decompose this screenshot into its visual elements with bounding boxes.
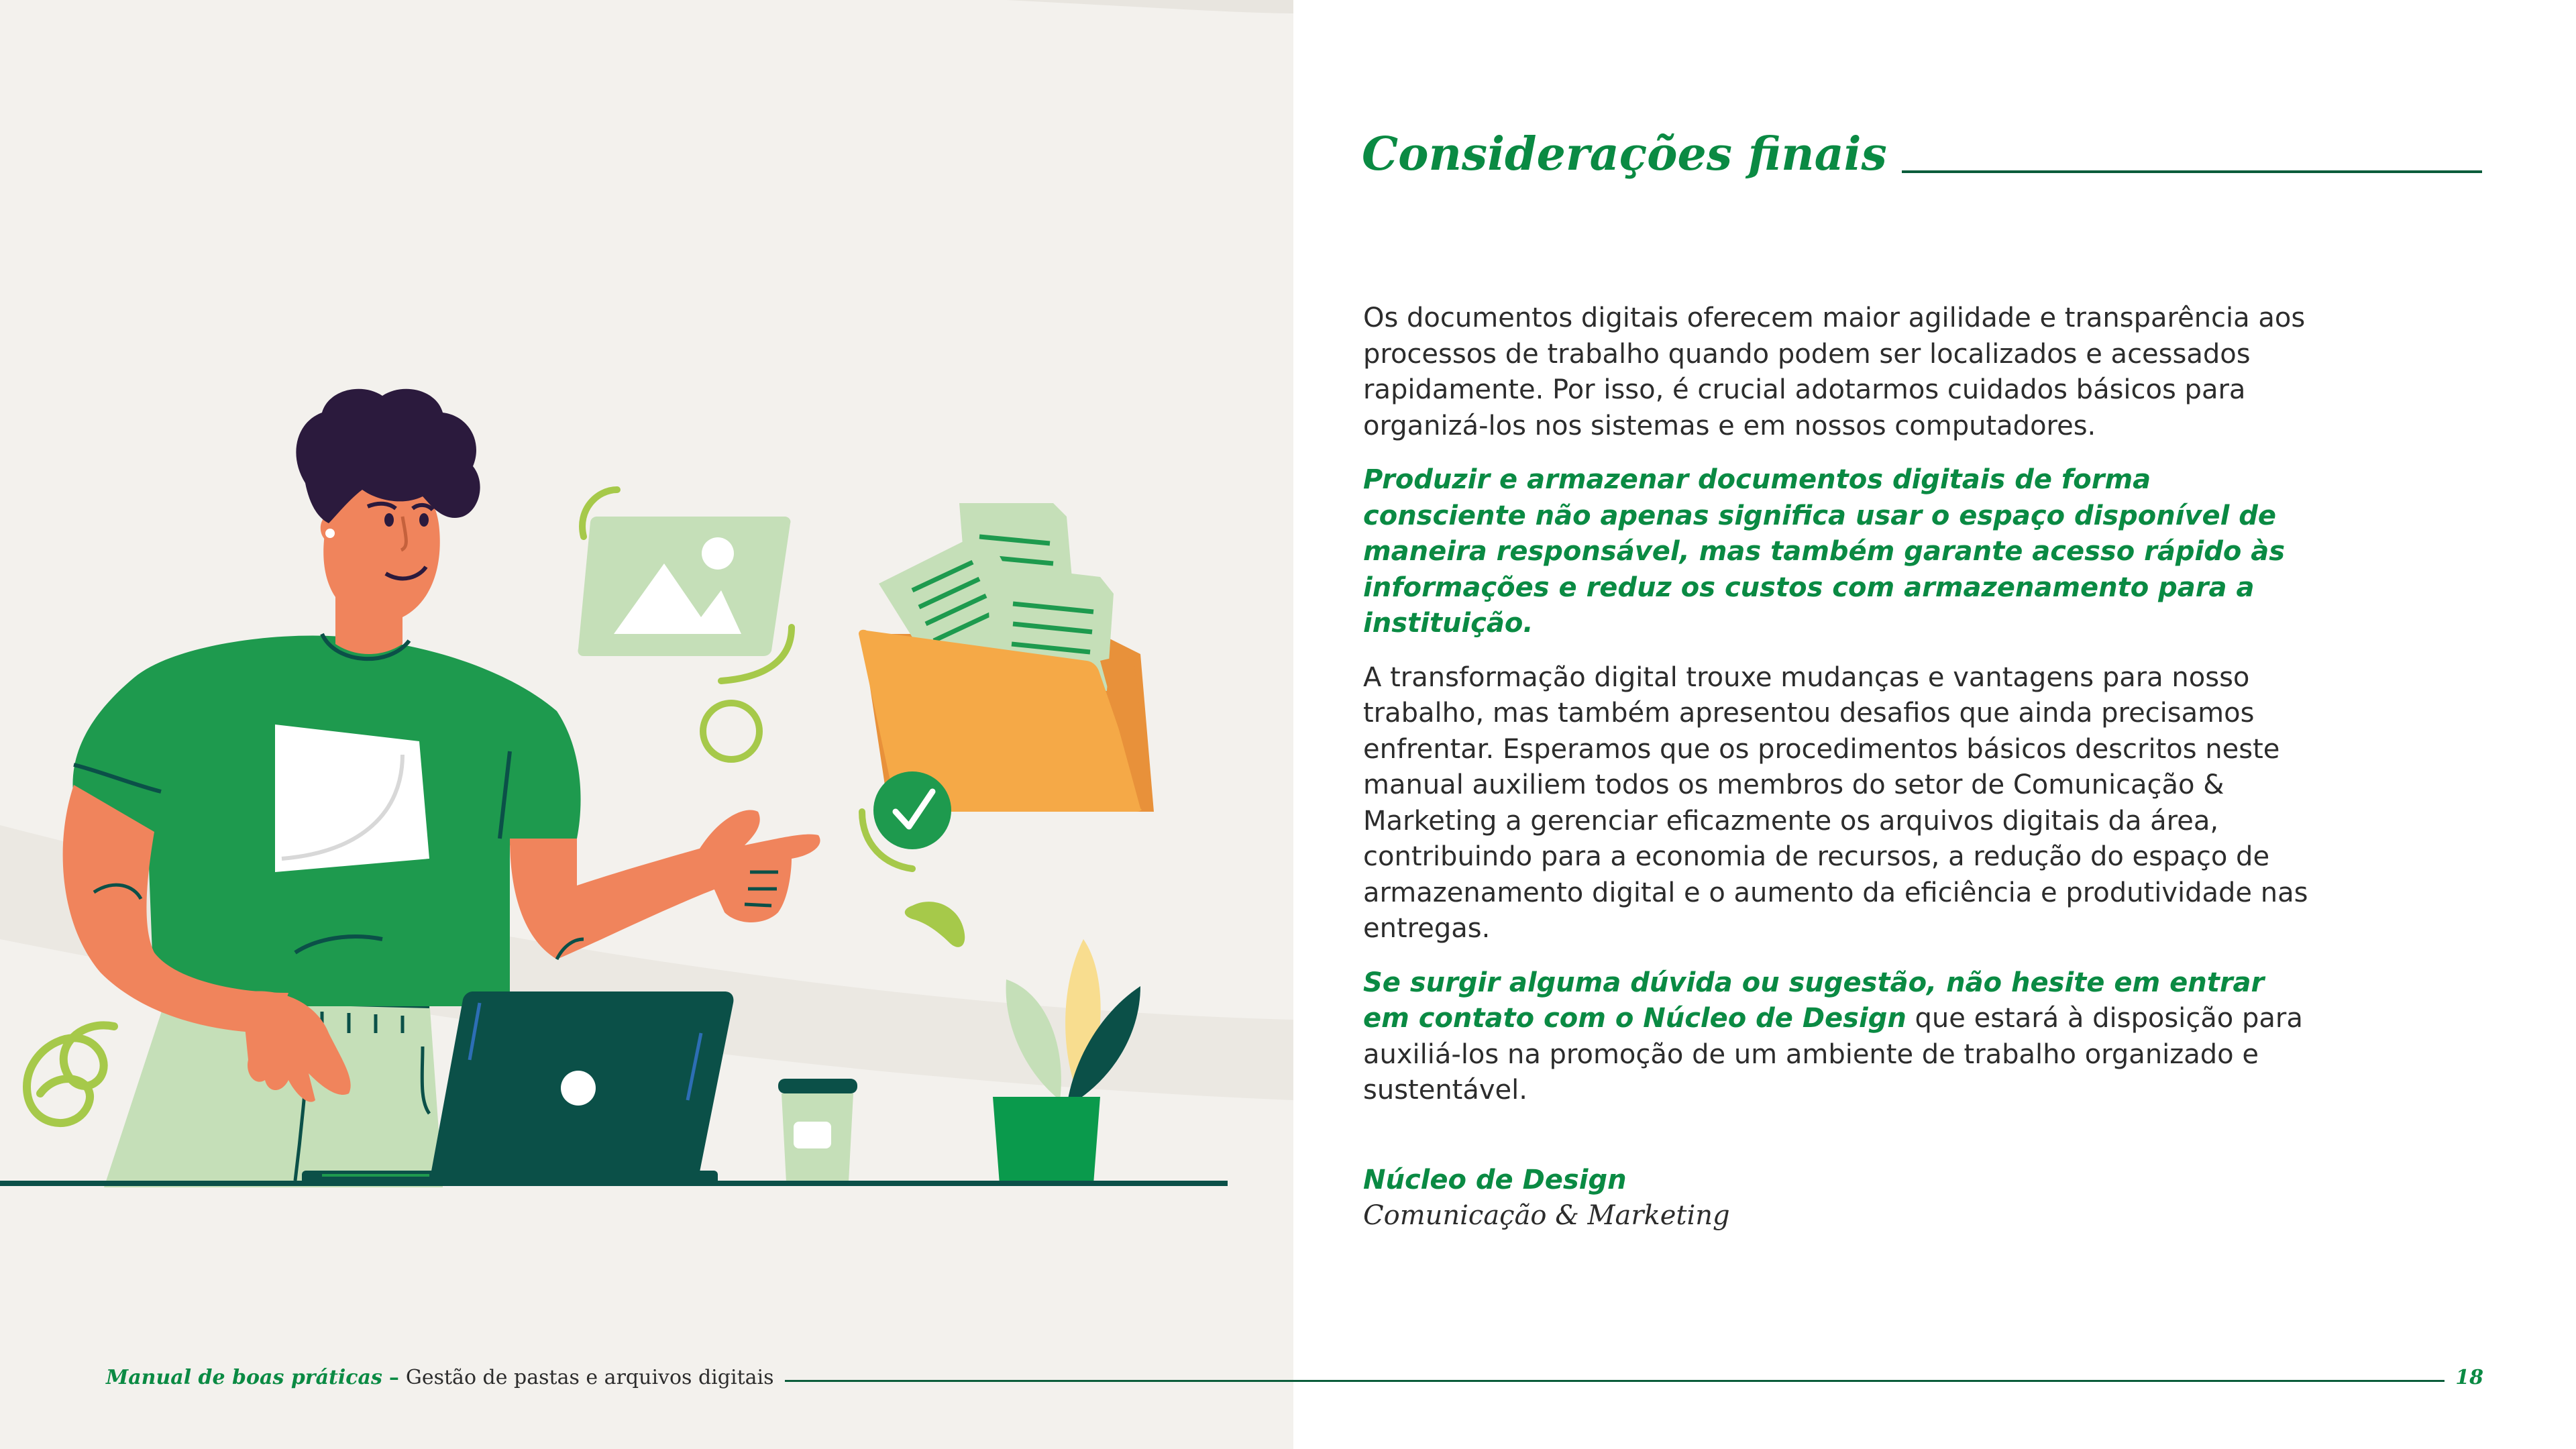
desk-line — [0, 1181, 1228, 1186]
footer-rule — [785, 1380, 2445, 1382]
footer-subject: Gestão de pastas e arquivos digitais — [405, 1366, 774, 1389]
check-icon — [873, 771, 951, 849]
pill-decoration — [905, 902, 965, 947]
paragraph-transformation: A transformação digital trouxe mudanças e vantagens para nosso trabalho, mas também apresentou desafios que ainda precisamos enfrentar. Esperamos que os procedimentos básicos descritos neste manual auxiliem todos os membros do setor de Comunicação & Marketing a gerenciar eficazmente os arquivos digitais da área, contribuindo para a economia de recursos, a redução do espaço de armazenamento digital e o aumento da eficiência e produtividade nas entregas. — [1363, 661, 2308, 944]
cup-lid — [778, 1079, 857, 1093]
signature-department: Comunicação & Marketing — [1363, 1200, 1730, 1231]
image-icon — [578, 517, 790, 656]
title-row — [1362, 127, 2482, 182]
background-top-swoosh — [1006, 0, 1293, 13]
shirt-print — [275, 724, 429, 872]
squiggle-decoration — [27, 1025, 114, 1123]
signature — [1363, 1163, 2316, 1234]
footer-dash: – — [388, 1366, 399, 1389]
paragraph-highlight: Produzir e armazenar documentos digitais de forma consciente não apenas significa usar o espaço disponível de maneira responsável, mas também garante acesso rápido às informações e reduz os custos com armazenamento para a instituição. — [1363, 464, 2286, 639]
ring-decoration — [703, 703, 759, 759]
paragraph-intro: Os documentos digitais oferecem maior agilidade e transparência aos processos de trabalho quando podem ser localizados e acessados rapidamente. Por isso, é crucial adotarmos cuidados básicos para organizá-los nos sistemas e em nossos computadores. — [1363, 303, 2306, 441]
right-arm — [510, 839, 724, 959]
contact-emphasis: Se surgir alguma dúvida ou sugestão, não hesite em entrar em contato com o Núcleo de Design — [1363, 967, 2265, 1034]
footer — [106, 1366, 2483, 1389]
title-rule — [1902, 170, 2482, 173]
page-number: 18 — [2455, 1366, 2483, 1389]
plant-pot — [993, 1097, 1100, 1184]
footer-manual-title: Manual de boas práticas — [106, 1366, 382, 1389]
body-text — [1363, 301, 2316, 1234]
paragraph-contact — [1363, 965, 2316, 1109]
signature-name: Núcleo de Design — [1363, 1164, 1627, 1195]
contact-rest: que estará à disposição para auxiliá-los na promoção de um ambiente de trabalho organizado e sustentável. — [1363, 1003, 2303, 1106]
page-title: Considerações finais — [1362, 127, 1887, 181]
